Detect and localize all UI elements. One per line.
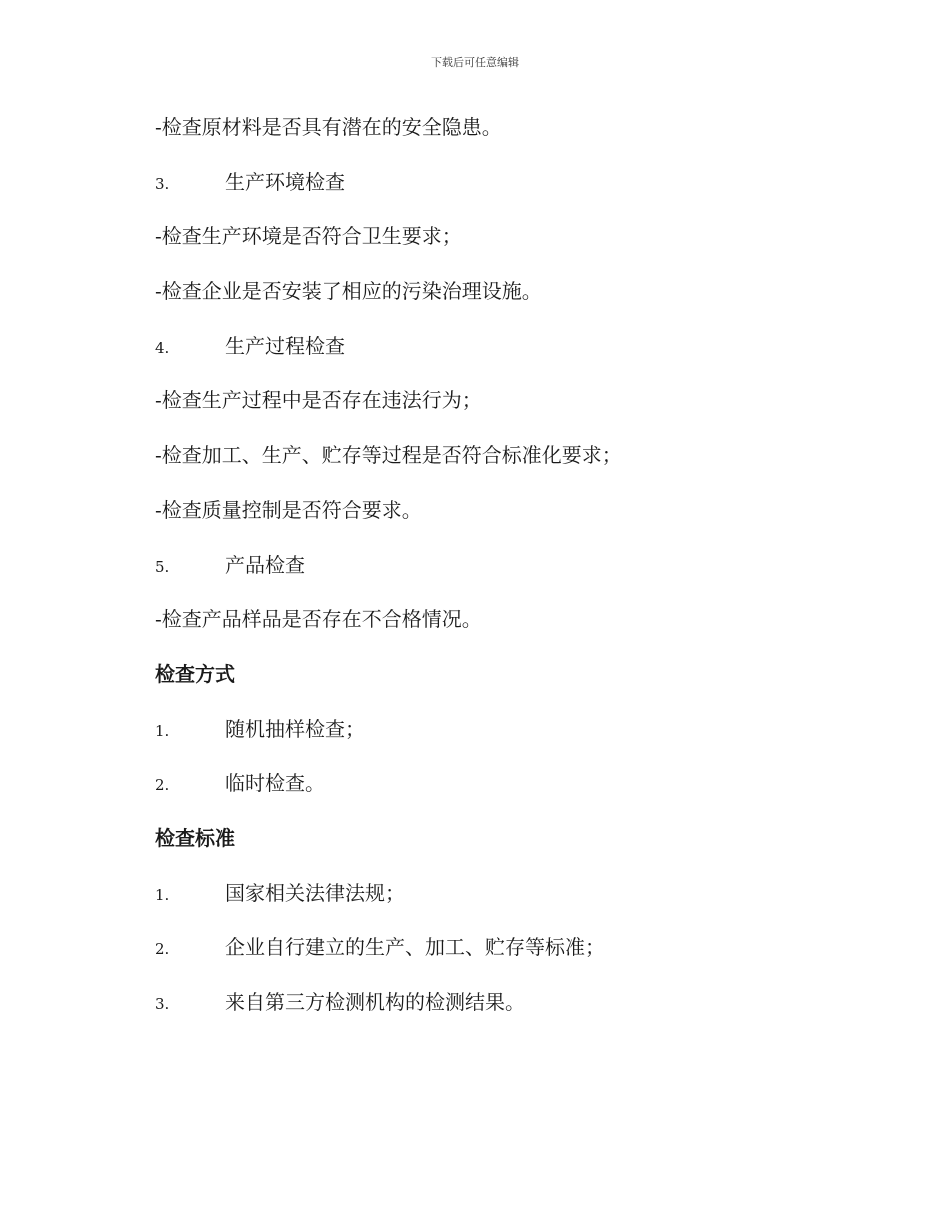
bullet-line xyxy=(155,436,835,491)
bullet-line xyxy=(155,108,835,163)
item-number: 2. xyxy=(155,776,170,795)
numbered-item xyxy=(155,874,835,929)
item-text: 企业自行建立的生产、加工、贮存等标准； xyxy=(225,935,605,960)
numbered-item xyxy=(155,928,835,983)
bullet-line xyxy=(155,217,835,272)
item-number: 3. xyxy=(155,174,170,193)
bullet-text: -检查原材料是否具有潜在的安全隐患。 xyxy=(155,115,502,139)
bullet-text: -检查产品样品是否存在不合格情况。 xyxy=(155,607,482,632)
item-number: 1. xyxy=(155,721,170,740)
bullet-line xyxy=(155,381,835,436)
bullet-text: -检查质量控制是否符合要求。 xyxy=(155,497,422,522)
section-heading: 检查方式 xyxy=(155,661,235,686)
item-number: 1. xyxy=(155,885,170,904)
numbered-item xyxy=(155,983,835,1038)
bullet-text: -检查企业是否安装了相应的污染治理设施。 xyxy=(155,279,542,304)
item-number: 4. xyxy=(155,338,170,357)
bullet-text: -检查生产环境是否符合卫生要求； xyxy=(155,224,462,249)
document-body xyxy=(155,108,835,1038)
item-text: 产品检查 xyxy=(225,552,305,577)
bullet-text: -检查加工、生产、贮存等过程是否符合标准化要求； xyxy=(155,443,622,468)
item-text: 随机抽样检查； xyxy=(225,716,365,741)
bullet-text: -检查生产过程中是否存在违法行为； xyxy=(155,388,482,413)
page-header: 下载后可任意编辑 xyxy=(431,56,519,69)
item-number: 2. xyxy=(155,940,170,959)
numbered-item xyxy=(155,163,835,218)
item-text: 生产过程检查 xyxy=(225,333,345,358)
item-text: 临时检查。 xyxy=(225,771,325,796)
item-number: 3. xyxy=(155,995,170,1013)
numbered-item xyxy=(155,710,835,765)
item-text: 来自第三方检测机构的检测结果。 xyxy=(225,990,525,1014)
section-heading: 检查标准 xyxy=(155,825,235,850)
numbered-item xyxy=(155,764,835,819)
item-text: 国家相关法律法规； xyxy=(225,880,405,905)
bullet-line xyxy=(155,491,835,546)
numbered-item xyxy=(155,327,835,382)
bullet-line xyxy=(155,600,835,655)
item-text: 生产环境检查 xyxy=(225,169,345,194)
item-number: 5. xyxy=(155,557,170,576)
numbered-item xyxy=(155,546,835,601)
bullet-line xyxy=(155,272,835,327)
